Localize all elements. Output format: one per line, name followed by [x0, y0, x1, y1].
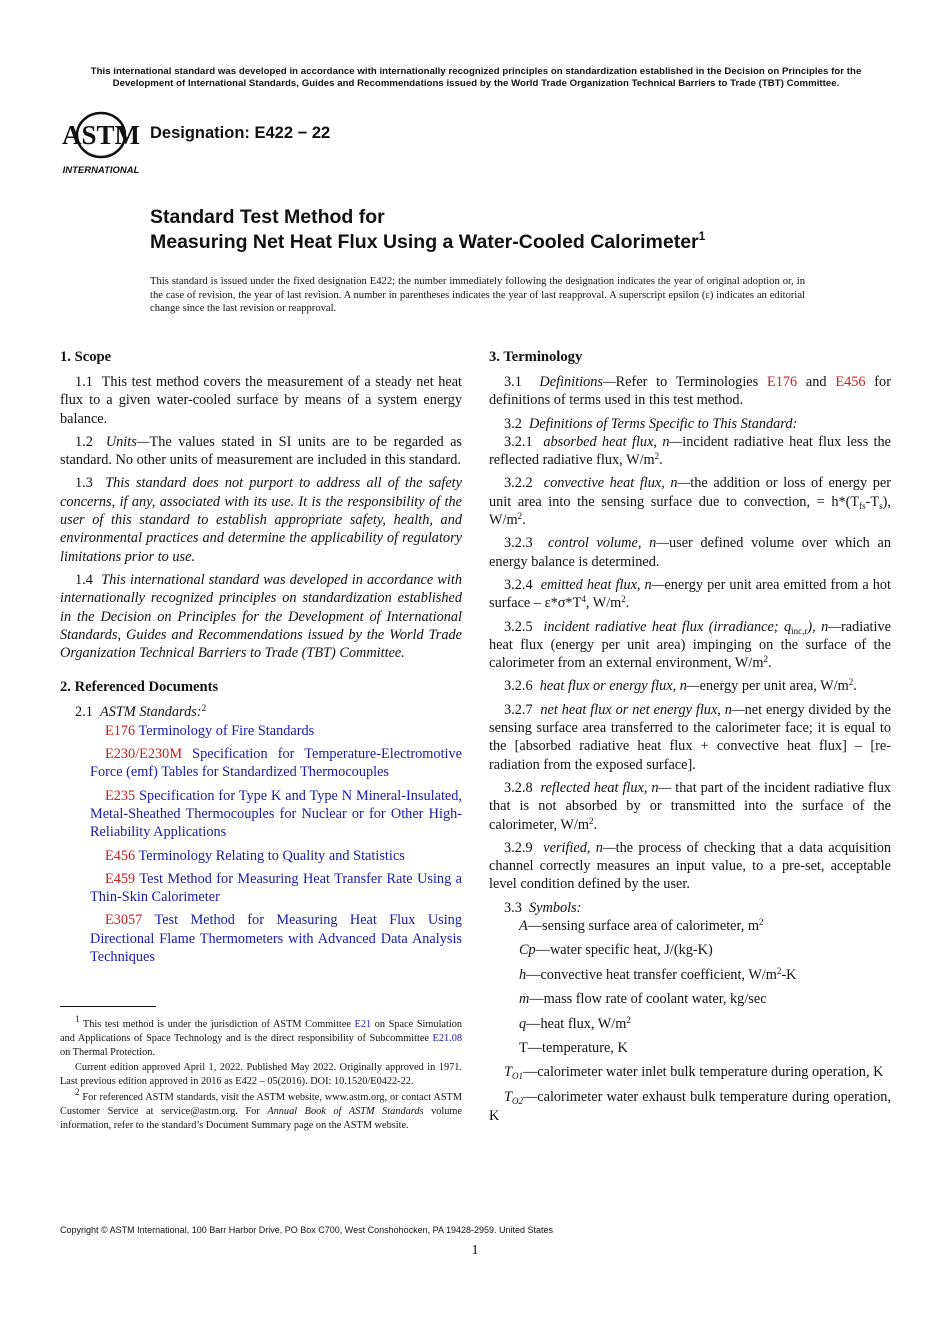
page-number: 1 — [471, 1243, 479, 1258]
scope-1-1: 1.1 This test method covers the measurement of a steady net heat flux to a given water-cooled surface by means of a system energy balance. — [60, 374, 463, 427]
footnote-divider — [60, 1006, 156, 1007]
ref-item[interactable]: E459 Test Method for Measuring Heat Transfer Rate Using a Thin-Skin Calorimeter — [90, 870, 462, 906]
left-column — [60, 348, 462, 971]
document-title — [150, 205, 705, 255]
symbol-t-o2: $T_{O2}—calorimeter$ water exhaust bulk temperature during operation, K — [489, 1088, 891, 1125]
definition-3-2-5: 3.2.5 incident radiative heat flux (irradiance; $q_{inc,r}$), n—radiative heat flux (energy per unit area) impinging on the surface of the calorimeter from an external environment, $W/m^2$. — [489, 618, 891, 672]
symbol-h: h—convective heat transfer coefficient, $W/m^2-K$ — [519, 965, 797, 983]
symbol-t-o1: $T_{O1}—calorimeter$ water inlet bulk temperature during operation, K — [504, 1064, 884, 1082]
term-3-2: 3.2 Definitions of Terms Specific to This Standard: — [504, 415, 798, 432]
symbol-a: A—sensing surface area of calorimeter, $m^2$ — [519, 917, 764, 935]
ref-item[interactable]: E3057 Test Method for Measuring Heat Flux Using Directional Flame Thermometers with Advanced Data Analysis Techniques — [90, 912, 462, 966]
issuance-note: This standard is issued under the fixed designation E422; the number immediately following the designation indicates the year of original adoption or, in the case of revision, the year of last revision. A number in parentheses indicates the year of last reapproval. A superscript epsilon (ε) indicates an editorial change since the last revision or reapproval. — [150, 276, 805, 314]
definition-3-2-6: 3.2.6 heat flux or energy flux, n—energy per unit area, $W/m^2$. — [504, 677, 857, 695]
footnote-1-edition: Current edition approved April 1, 2022. Published May 2022. Originally approved in 1971. Last previous edition approved in 2016 as E422 – 05(2016). DOI: 10.1520/E0422-22. — [60, 1062, 462, 1088]
astm-logo — [60, 108, 142, 178]
logo-international: INTERNATIONAL — [62, 165, 140, 176]
title-line-2: Measuring Net Heat Flux Using a Water-Cooled Calorimeter$^1$ — [150, 229, 706, 253]
footnote-link-e21[interactable]: E21 — [354, 1019, 372, 1030]
symbol-m: m—mass flow rate of coolant water, kg/sec — [519, 991, 767, 1008]
definition-3-2-7: 3.2.7 net heat flux or net energy flux, n—net energy divided by the sensing surface area transferred to the calorimeter face; it is equal to the [absorbed radiative heat flux + convective heat flux] – [re-radiation from the exposed surface]. — [489, 701, 891, 773]
symbol-t: T—temperature, K — [519, 1040, 628, 1057]
right-column — [489, 348, 891, 1132]
symbol-cp: Cp—water specific heat, J/(kg-K) — [519, 942, 713, 959]
definition-3-2-8: 3.2.8 reflected heat flux, n— that part of the incident radiative flux that is not absorbed by or transmitted into the surface of the calorimeter, $W/m^2$. — [489, 779, 891, 833]
term-3-3: 3.3 Symbols: — [504, 899, 582, 916]
definition-3-2-1: 3.2.1 absorbed heat flux, n—incident radiative heat flux less the reflected radiative flux, $W/m^2$. — [489, 433, 891, 469]
footnote-2: $^2$ For referenced ASTM standards, visit the ASTM website, www.astm.org, or contact ASTM Customer Service at service@astm.org. For Annual Book of ASTM Standards volume information, refer to the standard’s Document Summary page on the ASTM website. — [60, 1086, 463, 1131]
tbt-notice: This international standard was developed in accordance with internationally recognized principles on standardization established in the Decision on Principles for the Development of International Standards, Guides and Recommendations issued by the World Trade Organization Technical Barriers to Trade (TBT) Committee. — [90, 66, 862, 89]
copyright-notice: Copyright © ASTM International, 100 Barr Harbor Drive, PO Box C700, West Conshohocken, PA 19428-2959. United States — [60, 1225, 554, 1235]
ref-item[interactable]: E176 Terminology of Fire Standards — [105, 722, 315, 739]
ref-item[interactable]: E230/E230M Specification for Temperature-Electromotive Force (emf) Tables for Standardized Thermocouples — [90, 746, 463, 781]
definition-3-2-2: 3.2.2 convective heat flux, n—the addition or loss of energy per unit area into the sensing surface due to convection, = $h*(T_{fs}-T_s)$, $W/m^2$. — [489, 475, 892, 529]
title-line-1: Standard Test Method for — [150, 206, 385, 228]
term-3-1: 3.1 Definitions—Refer to Terminologies E176 and E456 for definitions of terms used in this test method. — [489, 374, 891, 409]
footnote-link-e21-08[interactable]: E21.08 — [432, 1032, 462, 1044]
symbol-q: q—heat flux, $W/m^2$ — [519, 1014, 631, 1032]
footnote-1: $^1$ This test method is under the jurisdiction of ASTM Committee E21 on Space Simulation and Applications of Space Technology and is the direct responsibility of Subcommittee E21.08 on Thermal Protection. — [60, 1014, 463, 1058]
astm-standards-label: 2.1 ASTM Standards:$^2$ — [75, 703, 207, 721]
definition-3-2-3: 3.2.3 control volume, n—user defined volume over which an energy balance is determined. — [489, 535, 892, 570]
definition-3-2-9: 3.2.9 verified, n—the process of checking that a data acquisition channel correctly measures an input value, to a pre-set, acceptable level condition defined by the user. — [489, 839, 891, 893]
referenced-documents-heading: 2. Referenced Documents — [60, 679, 219, 696]
ref-item[interactable]: E456 Terminology Relating to Quality and Statistics — [105, 847, 405, 864]
ref-item[interactable]: E235 Specification for Type K and Type N Mineral-Insulated, Metal-Sheathed Thermocouples for Nuclear or for Other High-Reliability Applications — [90, 787, 462, 841]
link-e176[interactable]: E176 — [766, 374, 798, 390]
title-footnote-mark: 1 — [698, 229, 706, 243]
scope-heading: 1. Scope — [60, 349, 112, 365]
logo-letters: ASTM — [61, 120, 141, 150]
footnotes — [60, 1014, 463, 1134]
scope-1-4: 1.4 This international standard was developed in accordance with internationally recognized principles on standardization established in the Decision on Principles for the Development of International Standards, Guides and Recommendations issued by the World Trade Organization Technical Barriers to Trade (TBT) Committee. — [60, 571, 462, 662]
terminology-heading: 3. Terminology — [489, 349, 583, 365]
scope-1-3: 1.3 This standard does not purport to address all of the safety concerns, if any, associated with its use. It is the responsibility of the user of this standard to establish appropriate safety, health, and environmental practices and determine the applicability of regulatory limitations prior to use. — [60, 475, 462, 565]
definition-3-2-4: 3.2.4 emitted heat flux, n—energy per unit area emitted from a hot surface – $\varepsilon*\sigma*T^4$, $W/m^2$. — [489, 576, 891, 612]
link-e456[interactable]: E456 — [835, 374, 866, 390]
designation: Designation: E422 − 22 — [150, 124, 331, 142]
scope-1-2: 1.2 Units—The values stated in SI units are to be regarded as standard. No other units of measurement are included in this standard. — [60, 433, 462, 469]
